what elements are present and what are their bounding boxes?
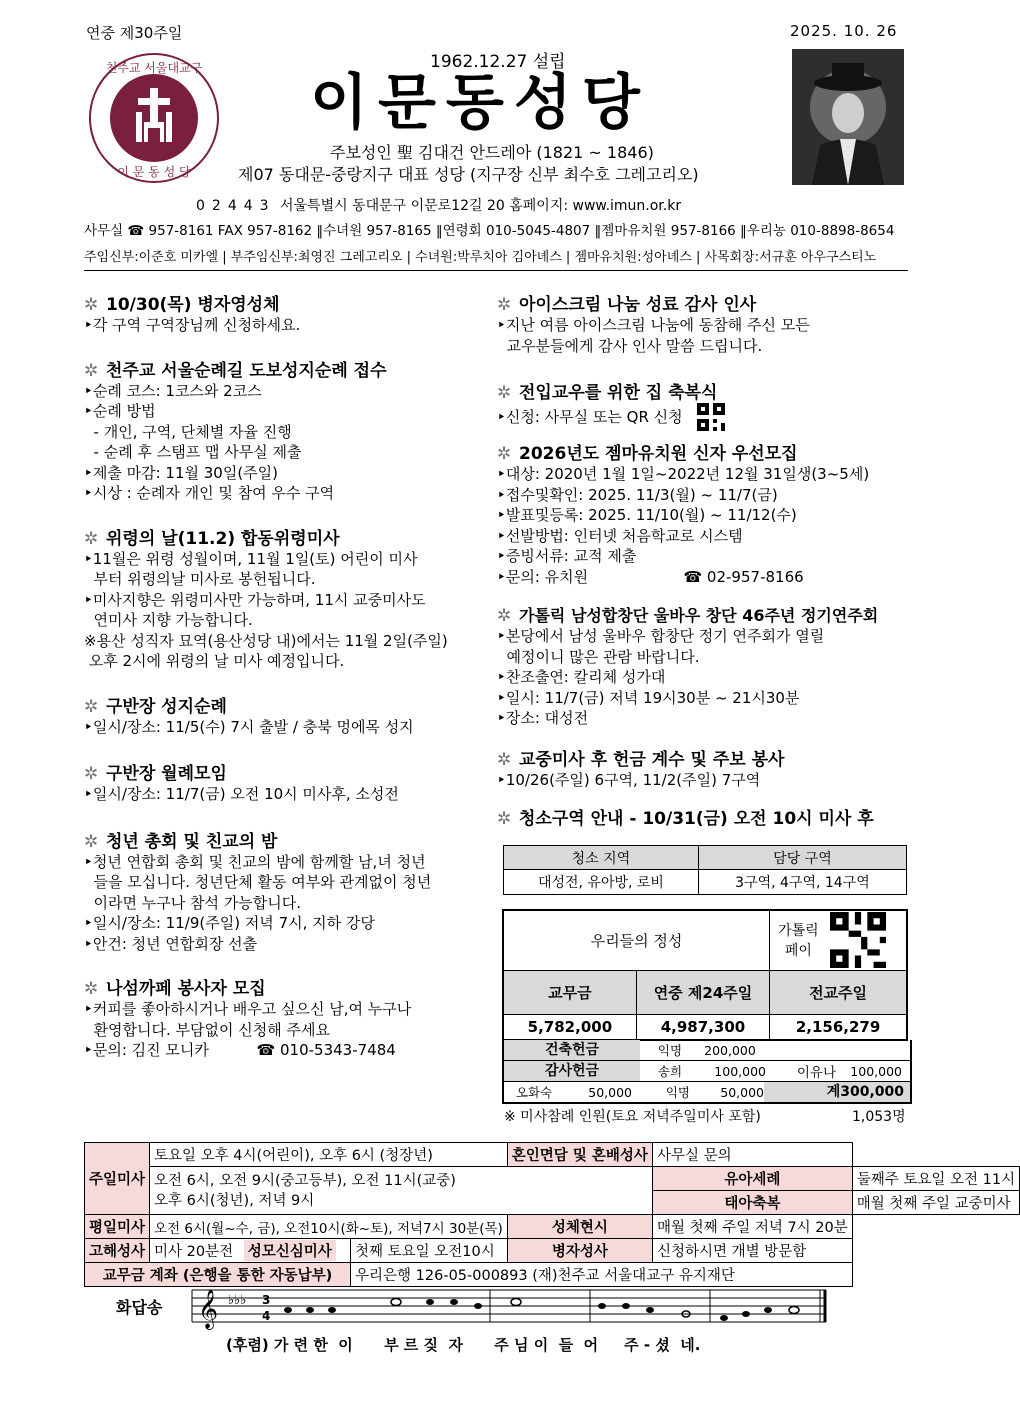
address-line: [196, 195, 681, 215]
week-label: 연중 제30주일: [86, 24, 183, 42]
list-item: - 순례 후 스탬프 맵 사무실 제출: [84, 443, 302, 461]
table-header: 교무금: [503, 970, 636, 1014]
notice-youth-assembly: [84, 827, 494, 955]
cleaning-table: [503, 845, 907, 895]
notice-leader-pilgrimage: [84, 692, 494, 738]
confession-label: 고해성사: [85, 1239, 150, 1263]
staff-line: 주임신부:이준호 미카엘 | 부주임신부:최영진 그레고리오 | 수녀원:박루치아 김아녜스 | 젬마유치원:성아녜스 | 사목회장:서규훈 아우구스티노: [84, 250, 877, 265]
marriage-value: 사무실 문의: [652, 1143, 852, 1167]
adoration-value: 매월 첫째 주일 저녁 7시 20분: [652, 1215, 852, 1239]
attendance-count: 1,053명: [852, 1109, 906, 1125]
baptism-value: 둘째주 토요일 오전 11시: [852, 1167, 1019, 1191]
adoration-label: 성체현시: [507, 1215, 652, 1239]
list-item: ‣대상: 2020년 1월 1일~2022년 12월 31일생(3~5세): [497, 465, 870, 483]
list-item: 부터 위령의날 미사로 봉헌됩니다.: [84, 570, 316, 588]
list-item: - 개인, 구역, 단체별 자율 진행: [84, 422, 292, 441]
list-item: ‣청년 연합회 총회 및 친교의 밤에 함께할 남,녀 청년: [84, 852, 426, 871]
list-item: ‣지난 여름 아이스크림 나눔에 동참해 주신 모든: [497, 316, 810, 334]
patron-saint: 주보성인 聖 김대건 안드레아 (1821 ~ 1846): [330, 143, 654, 162]
offering-details: [502, 1040, 912, 1104]
list-item: ‣장소: 대성전: [497, 709, 589, 727]
psalm-music-staff: [190, 1280, 830, 1330]
list-item: ‣시상 : 순례자 개인 및 참여 우수 구역: [84, 484, 335, 502]
table-cell: 5,782,000: [503, 1014, 636, 1040]
district-info: 제07 동대문-중랑지구 대표 성당 (지구장 신부 최수호 그레고리오): [238, 165, 699, 184]
list-item: ‣일시/장소: 11/5(수) 7시 출발 / 충북 멍에목 성지: [84, 717, 414, 736]
list-item: ‣발표및등록: 2025. 11/10(월) ~ 11/12(수): [497, 506, 797, 524]
sparkle-icon: ✲: [84, 295, 99, 315]
list-item: ‣본당에서 남성 울바우 합창단 정기 연주회가 열릴: [497, 627, 825, 645]
list-item: ‣11월은 위령 성월이며, 11월 1일(토) 어린이 미사: [84, 549, 418, 568]
list-item: ‣선발방법: 인터넷 처음학교로 시스템: [497, 526, 743, 545]
list-item: ‣미사지향은 위령미사만 가능하며, 11시 교중미사도: [84, 590, 426, 609]
section-title: 천주교 서울순례길 도보성지순례 접수: [106, 360, 387, 381]
list-item: ‣10/26(주일) 6구역, 11/2(주일) 7구역: [497, 770, 761, 789]
womb-blessing-value: 매월 첫째 주일 교중미사: [852, 1191, 1019, 1215]
phone-line: 사무실 ☎ 957-8161 FAX 957-8162 ‖수녀원 957-8165 ‖연령회 010-5045-4807 ‖젬마유치원 957-8166 ‖우리농 010-8898-8654: [84, 223, 895, 239]
sparkle-icon: ✲: [497, 809, 512, 829]
baptism-label: 유아세례: [652, 1167, 852, 1191]
notice-offering-counting: [497, 745, 909, 791]
svg-text:천주교 서울대교구: 천주교 서울대교구: [105, 61, 203, 75]
saint-portrait-image: [792, 49, 904, 185]
mass-schedule-table: [84, 1142, 1020, 1287]
sunday-mass-morning: 오전 6시, 오전 9시(중고등부), 오전 11시(교중): [154, 1172, 456, 1189]
confession-value: 미사 20분전: [154, 1244, 234, 1260]
table-cell: 3구역, 4구역, 14구역: [698, 870, 906, 895]
list-item: 이라면 누구나 참석 가능합니다.: [84, 893, 301, 912]
postal-code: 02443: [196, 198, 276, 214]
list-item: ‣문의: 유치원 ☎ 02-957-8166: [497, 567, 804, 586]
list-item: ‣순례 코스: 1코스와 2코스: [84, 381, 262, 400]
sparkle-icon: ✲: [84, 528, 99, 549]
qr-code-icon[interactable]: [829, 912, 887, 968]
list-item: 예정이니 많은 관람 바랍니다.: [497, 647, 700, 666]
section-title: 교중미사 후 헌금 계수 및 주보 봉사: [519, 749, 785, 770]
table-header: 청소 지역: [504, 846, 699, 870]
parish-seal-logo: [88, 52, 220, 184]
marian-mass-value: 첫째 토요일 오전10시: [351, 1239, 508, 1263]
list-item: ※용산 성직자 묘역(용산성당 내)에서는 11월 2일(주일): [84, 631, 448, 650]
sparkle-icon: ✲: [84, 764, 99, 784]
sparkle-icon: ✲: [84, 979, 99, 999]
offering-table: [502, 909, 908, 1041]
notice-house-blessing: [497, 378, 909, 431]
sparkle-icon: ✲: [497, 749, 512, 770]
list-item: ‣증빙서류: 교적 제출: [497, 547, 637, 565]
section-title: 위령의 날(11.2) 합동위령미사: [106, 528, 340, 549]
notice-icecream-thanks: [497, 290, 909, 356]
notice-memorial-mass: [84, 524, 494, 672]
svg-text:이 문 동 성 당: 이 문 동 성 당: [117, 165, 191, 179]
notice-sick-communion: [84, 290, 494, 336]
weekday-mass-label: 평일미사: [85, 1215, 150, 1239]
list-item: ‣일시: 11/7(금) 저녁 19시30분 ~ 21시30분: [497, 688, 800, 707]
list-item: ‣안건: 청년 연합회장 선출: [84, 934, 258, 953]
table-cell: 2,156,279: [770, 1014, 907, 1040]
list-item: 연미사 지향 가능합니다.: [84, 611, 253, 629]
notice-leader-meeting: [84, 759, 494, 805]
sunday-mass-evening: 오후 6시(청년), 저녁 9시: [154, 1192, 315, 1209]
right-column: [497, 290, 909, 829]
section-title: 청소구역 안내 - 10/31(금) 오전 10시 미사 후: [519, 809, 874, 829]
header-divider: [84, 270, 908, 271]
section-title: 구반장 월례모임: [106, 764, 227, 784]
issue-date: 2025. 10. 26: [790, 22, 898, 40]
notice-choir-concert: [497, 603, 909, 729]
psalm-lyrics: (후렴) 가 련 한 이 부 르 짖 자 주 님 이 들 어 주 - 셨 네.: [226, 1336, 701, 1354]
womb-blessing-label: 태아축복: [652, 1191, 852, 1215]
sparkle-icon: ✲: [497, 383, 512, 403]
sick-anointing-label: 병자성사: [507, 1239, 652, 1263]
offering-total: 계300,000: [764, 1082, 910, 1102]
account-value: 우리은행 126-05-000893 (재)천주교 서울대교구 유지재단: [351, 1263, 853, 1287]
section-title: 2026년도 젬마유치원 신자 우선모집: [519, 444, 798, 464]
list-item: ‣일시/장소: 11/9(주일) 저녁 7시, 지하 강당: [84, 914, 375, 932]
list-item: ‣순례 방법: [84, 402, 156, 420]
notice-cafe-volunteer: [84, 974, 494, 1061]
psalm-label: 화답송: [116, 1298, 163, 1317]
section-title: 10/30(목) 병자영성체: [106, 295, 280, 315]
account-label: 교무금 계좌 (은행을 통한 자동납부): [85, 1263, 351, 1287]
address-text: 서울특별시 동대문구 이문로12길 20 홈페이지: www.imun.or.kr: [280, 198, 682, 214]
section-title: 청년 총회 및 친교의 밤: [106, 831, 278, 852]
list-item: ‣접수및확인: 2025. 11/3(월) ~ 11/7(금): [497, 485, 778, 504]
marian-mass-label: 성모신심미사: [244, 1240, 336, 1261]
list-item: ‣각 구역 구역장님께 신청하세요.: [84, 316, 301, 334]
list-item: 환영합니다. 부담없이 신청해 주세요: [84, 1020, 330, 1039]
building-offering-row: 건축헌금 익명 200,000: [504, 1040, 910, 1061]
sick-anointing-value: 신청하시면 개별 방문함: [652, 1239, 852, 1263]
notice-pilgrimage: [84, 356, 494, 504]
section-title: 가톨릭 남성합창단 울바우 창단 46주년 정기연주회: [519, 606, 879, 625]
offering-title: 우리들의 정성: [503, 910, 770, 970]
list-item: ‣제출 마감: 11월 30일(주일): [84, 463, 279, 482]
list-item: ‣커피를 좋아하시거나 배우고 싶으신 남,여 누구나: [84, 1000, 412, 1018]
weekday-mass-value: 오전 6시(월~수, 금), 오전10시(화~토), 저녁7시 30분(목): [150, 1215, 508, 1239]
svg-text:3: 3: [262, 1293, 271, 1307]
list-item: 오후 2시에 위령의 날 미사 예정입니다.: [84, 652, 345, 670]
marriage-label: 혼인면담 및 혼배성사: [507, 1143, 652, 1167]
svg-text:4: 4: [262, 1309, 271, 1323]
notice-kindergarten: [497, 439, 909, 587]
catholic-pay-label: 가톨릭 페이: [778, 923, 819, 960]
established-date: 1962.12.27 설립: [430, 52, 566, 72]
sparkle-icon: ✲: [84, 696, 99, 717]
section-title: 나섬까페 봉사자 모집: [106, 979, 266, 999]
table-header: 담당 구역: [698, 846, 906, 870]
table-header: 전교주일: [770, 970, 907, 1014]
section-title: 구반장 성지순례: [106, 696, 227, 717]
thanks-offering-row: 감사헌금 송희 100,000 이유나 100,000: [504, 1061, 910, 1082]
list-item: 들을 모십니다. 청년단체 활동 여부와 관계없이 청년: [84, 873, 432, 891]
list-item: ‣문의: 김진 모니카 ☎ 010-5343-7484: [84, 1041, 396, 1059]
sparkle-icon: ✲: [84, 831, 99, 852]
left-column: [84, 290, 494, 1061]
sparkle-icon: ✲: [497, 444, 512, 464]
notice-cleaning: [497, 804, 909, 829]
list-item: ‣찬조출연: 칼리체 성가대: [497, 668, 666, 686]
parish-title: 이문동성당: [310, 68, 650, 138]
list-item: ‣신청: 사무실 또는 QR 신청: [497, 407, 683, 426]
table-cell: 4,987,300: [636, 1014, 769, 1040]
sunday-mass-sat: 토요일 오후 4시(어린이), 오후 6시 (청장년): [150, 1143, 508, 1167]
sparkle-icon: ✲: [84, 360, 99, 381]
section-title: 전입교우를 위한 집 축복식: [519, 383, 718, 403]
extra-offering-row: 오화숙 50,000 익명 50,000 계300,000: [504, 1082, 910, 1102]
list-item: ‣일시/장소: 11/7(금) 오전 10시 미사후, 소성전: [84, 785, 399, 803]
qr-code-icon[interactable]: [697, 403, 725, 431]
list-item: 교우분들에게 감사 인사 말씀 드립니다.: [497, 336, 763, 355]
table-cell: 대성전, 유아방, 로비: [504, 870, 699, 895]
sparkle-icon: ✲: [497, 295, 512, 315]
treble-clef-icon: 𝄞: [198, 1289, 219, 1329]
table-header: 연중 제24주일: [636, 970, 769, 1014]
attendance-label: ※ 미사참례 인원(토요 저녁주일미사 포함): [504, 1109, 761, 1125]
sparkle-icon: ✲: [497, 606, 512, 626]
section-title: 아이스크림 나눔 성료 감사 인사: [519, 295, 757, 315]
svg-text:♭♭♭: ♭♭♭: [228, 1293, 247, 1308]
sunday-mass-label: 주일미사: [85, 1143, 150, 1215]
